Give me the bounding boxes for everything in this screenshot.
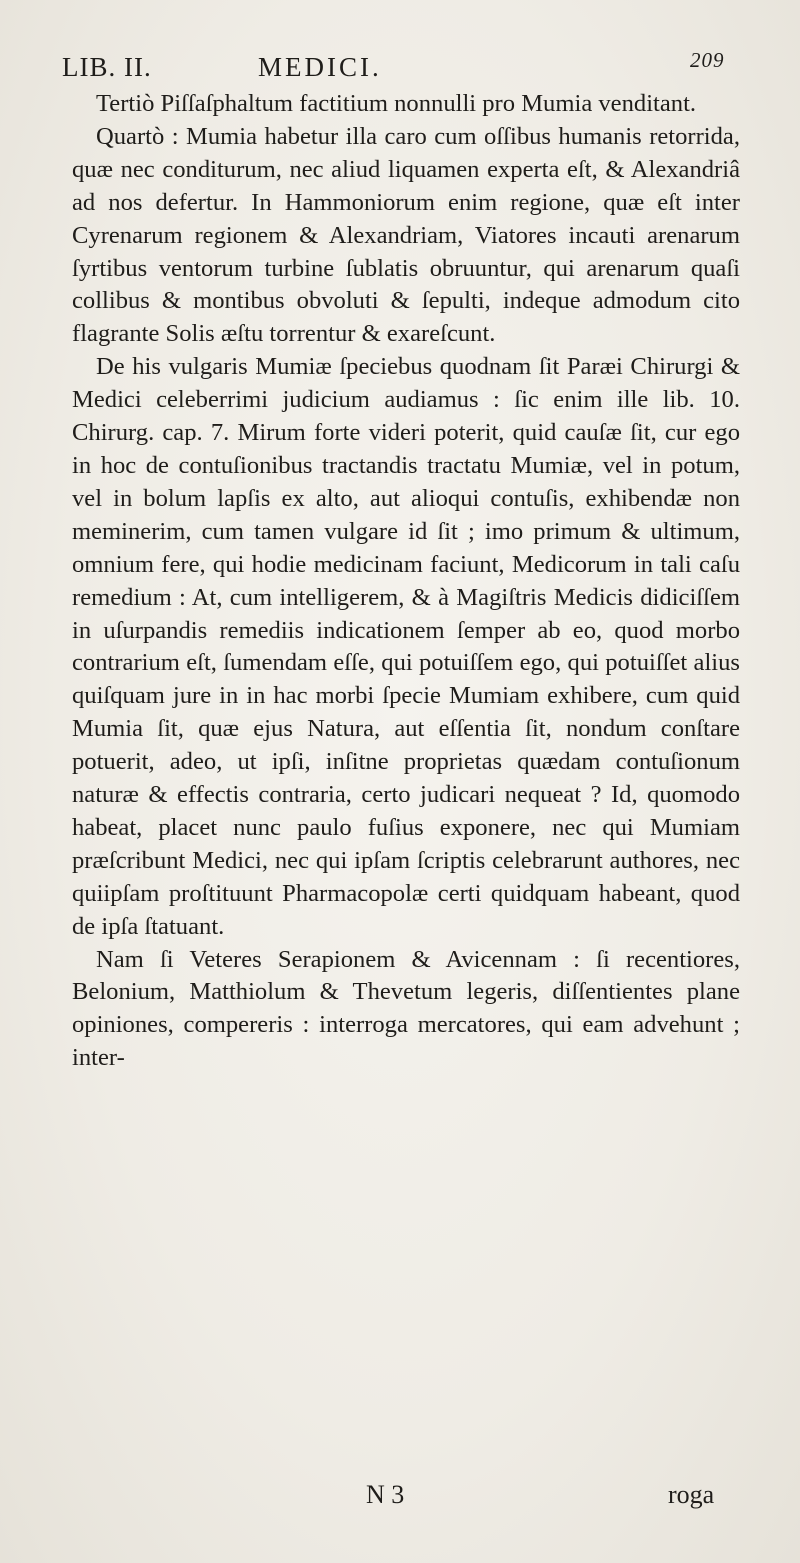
paragraph-tertio: Tertiò Piſſaſphaltum factitium nonnulli pro Mumia venditant. xyxy=(96,90,697,117)
running-title: MEDICI. xyxy=(258,52,382,82)
running-head: LIB. II. xyxy=(62,52,152,82)
page-number: 209 xyxy=(690,48,725,72)
signature-mark: N 3 xyxy=(366,1480,405,1509)
catchword: roga xyxy=(668,1480,715,1509)
page-header xyxy=(62,48,742,92)
page-footer xyxy=(0,1480,800,1516)
paragraph-quarto: Quartò : Mumia habetur illa caro cum oſſibus humanis retorrida, quæ nec conditurum, nec aliud liquamen experta eſt, & Alexandriâ ad nos defertur. In Hammoniorum enim regione, quæ eſt inter Cyrenarum regionem & Alexandriam, Viatores incauti arenarum ſyrtibus ventorum turbine ſublatis obruuntur, qui arenarum quaſi collibus & montibus obvoluti & ſepulti, indeque admodum cito flagrante Solis æſtu torrentur & exareſcunt. xyxy=(72,122,740,348)
body-text xyxy=(72,88,740,1075)
paragraph-veteres: Nam ſi Veteres Serapionem & Avicennam : ſi recentiores, Belonium, Matthiolum & Thevetum legeris, diſſentientes plane opiniones, compereris : interroga mercatores, qui eam advehunt ; inter- xyxy=(72,945,740,1072)
paragraph-parei: De his vulgaris Mumiæ ſpeciebus quodnam ſit Paræi Chirurgi & Medici celeberrimi judicium audiamus : ſic enim ille lib. 10. Chirurg. cap. 7. Mirum forte videri poterit, quid cauſæ ſit, cur ego in hoc de contuſionibus tractandis tractatu Mumiæ, vel in potum, vel in bolum lapſis ex alto, aut alioqui contuſis, exhibendæ non meminerim, cum tamen vulgare id ſit ; imo primum & ultimum, omnium fere, qui hodie medicinam faciunt, Medicorum in tali caſu remedium : At, cum intelligerem, & à Magiſtris Medicis didiciſſem in uſurpandis remediis indicationem ſemper ab eo, quod morbo contrarium eſt, ſumendam eſſe, qui potuiſſem ego, qui potuiſſet alius quiſquam jure in in hac morbi ſpecie Mumiam exhibere, cum quid Mumia ſit, quæ ejus Natura, aut eſſentia ſit, nondum conſtare potuerit, adeo, ut ipſi, inſitne proprietas quædam contuſionum naturæ & effectis contraria, certo judicari nequeat ? Id, quomodo habeat, placet nunc paulo fuſius exponere, nec qui Mumiam præſcribunt Medici, nec qui ipſam ſcriptis celebrarunt authores, nec quiipſam proſtituunt Pharmacopolæ certi quidquam habeant, quod de ipſa ſtatuant. xyxy=(72,353,740,940)
